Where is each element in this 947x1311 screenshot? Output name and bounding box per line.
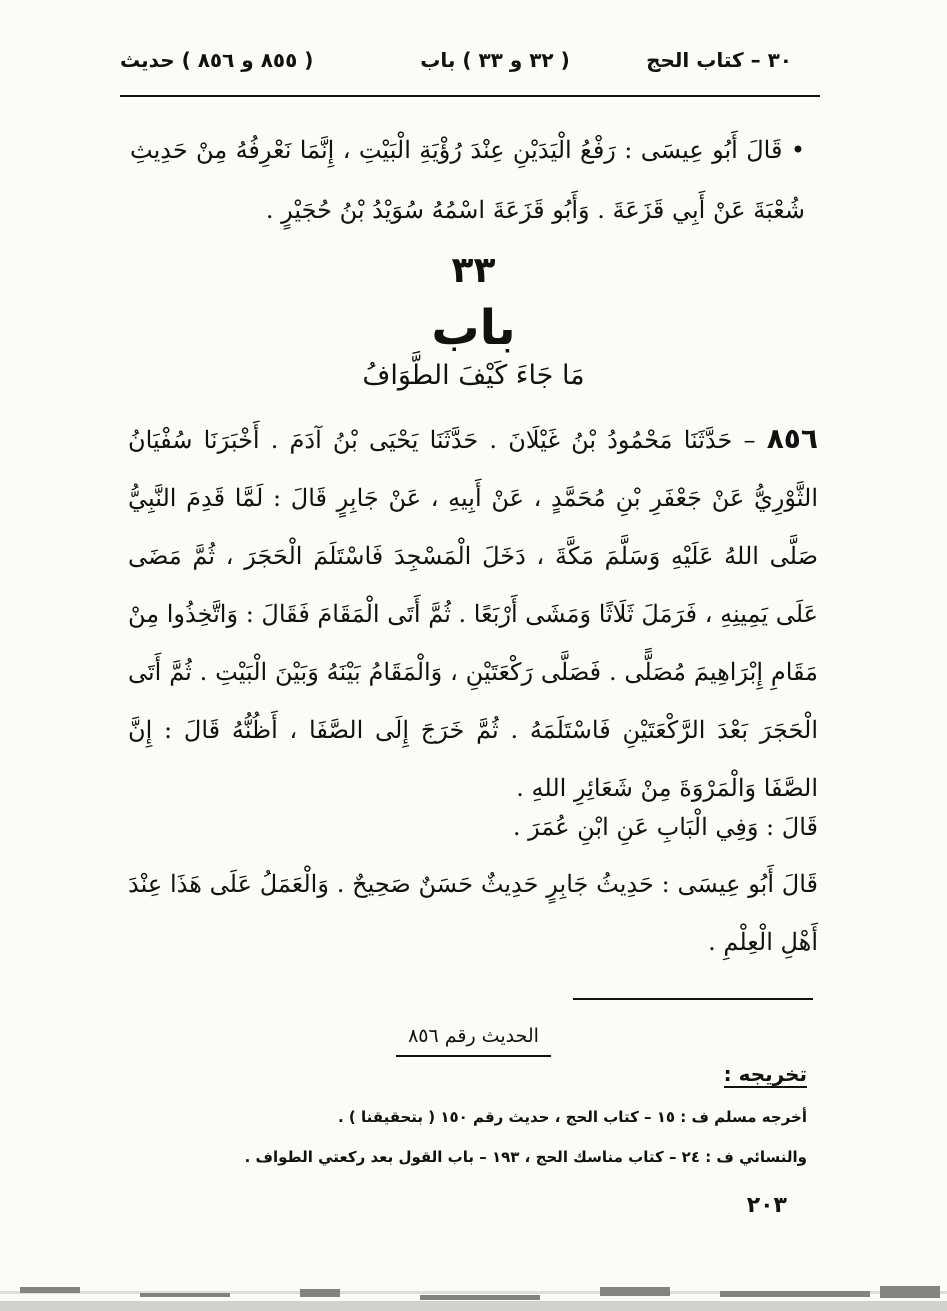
abu-isa-grading: قَالَ أَبُو عِيسَى : حَدِيثُ جَابِرٍ حَدِيثٌ حَسَنٌ صَحِيحٌ . وَالْعَمَلُ عَلَى هَذَا عِنْدَ أَهْلِ الْعِلْمِ . [128,870,818,956]
commentary-paragraph: • قَالَ أَبُو عِيسَى : رَفْعُ الْيَدَيْنِ عِنْدَ رُؤْيَةِ الْبَيْتِ ، إِنَّمَا نَعْرِفُهُ مِنْ حَدِيثِ شُعْبَةَ عَنْ أَبِي قَزَعَةَ . وَأَبُو قَزَعَةَ اسْمُهُ سُوَيْدُ بْنُ حُجَيْرٍ . [130,136,805,224]
header-hadith-range: ( ٨٥٥ و ٨٥٦ ) حديث [120,48,314,72]
takhrij-label [724,1062,807,1086]
takhrij-heading-text: الحديث رقم ٨٥٦ [396,1025,551,1057]
running-header [120,42,792,82]
chapter-number: ٣٣ [451,250,496,291]
footnote-divider [573,998,813,1000]
header-chapters: ( ٣٢ و ٣٣ ) باب [420,48,570,72]
takhrij-line-muslim: أخرجه مسلم ف : ١٥ – كتاب الحج ، حديث رقم ١٥٠ ( بتحقيقنا ) . [338,1108,807,1126]
header-divider [120,95,820,97]
scan-noise-band [0,1251,947,1311]
chapter-heading: باب [431,300,516,356]
takhrij-label-text: تخريجه : [723,1062,807,1086]
hadith-number: ٨٥٦ [766,422,818,455]
bab-note: قَالَ : وَفِي الْبَابِ عَنِ ابْنِ عُمَرَ . [512,813,818,841]
chapter-title: مَا جَاءَ كَيْفَ الطَّوَافُ [362,360,585,391]
header-book-title: ٣٠ – كتاب الحج [646,48,792,72]
hadith-text [128,410,818,817]
page-number: ٢٠٣ [746,1193,787,1218]
takhrij-heading [0,1025,947,1057]
hadith-body: – حَدَّثَنَا مَحْمُودُ بْنُ غَيْلَانَ . حَدَّثَنَا يَحْيَى بْنُ آدَمَ . أَخْبَرَنَا سُفْيَانُ الثَّوْرِيُّ عَنْ جَعْفَرِ بْنِ مُحَمَّدٍ ، عَنْ أَبِيهِ ، عَنْ جَابِرٍ قَالَ : لَمَّا قَدِمَ النَّبِيُّ صَلَّى اللهُ عَلَيْهِ وَسَلَّمَ مَكَّةَ ، دَخَلَ الْمَسْجِدَ فَاسْتَلَمَ الْحَجَرَ ، ثُمَّ مَضَى عَلَى يَمِينِهِ ، فَرَمَلَ ثَلَاثًا وَمَشَى أَرْبَعًا . ثُمَّ أَتَى الْمَقَامَ فَقَالَ : وَاتَّخِذُوا مِنْ مَقَامِ إِبْرَاهِيمَ مُصَلًّى . فَصَلَّى رَكْعَتَيْنِ ، وَالْمَقَامُ بَيْنَهُ وَبَيْنَ الْبَيْتِ . ثُمَّ أَتَى الْحَجَرَ بَعْدَ الرَّكْعَتَيْنِ فَاسْتَلَمَهُ . ثُمَّ خَرَجَ إِلَى الصَّفَا ، أَظُنُّهُ قَالَ : إِنَّ الصَّفَا وَالْمَرْوَةَ مِنْ شَعَائِرِ اللهِ . [128,426,818,802]
takhrij-line-nasai: والنسائي ف : ٢٤ – كتاب مناسك الحج ، ١٩٣ – باب القول بعد ركعتي الطواف . [244,1148,807,1166]
